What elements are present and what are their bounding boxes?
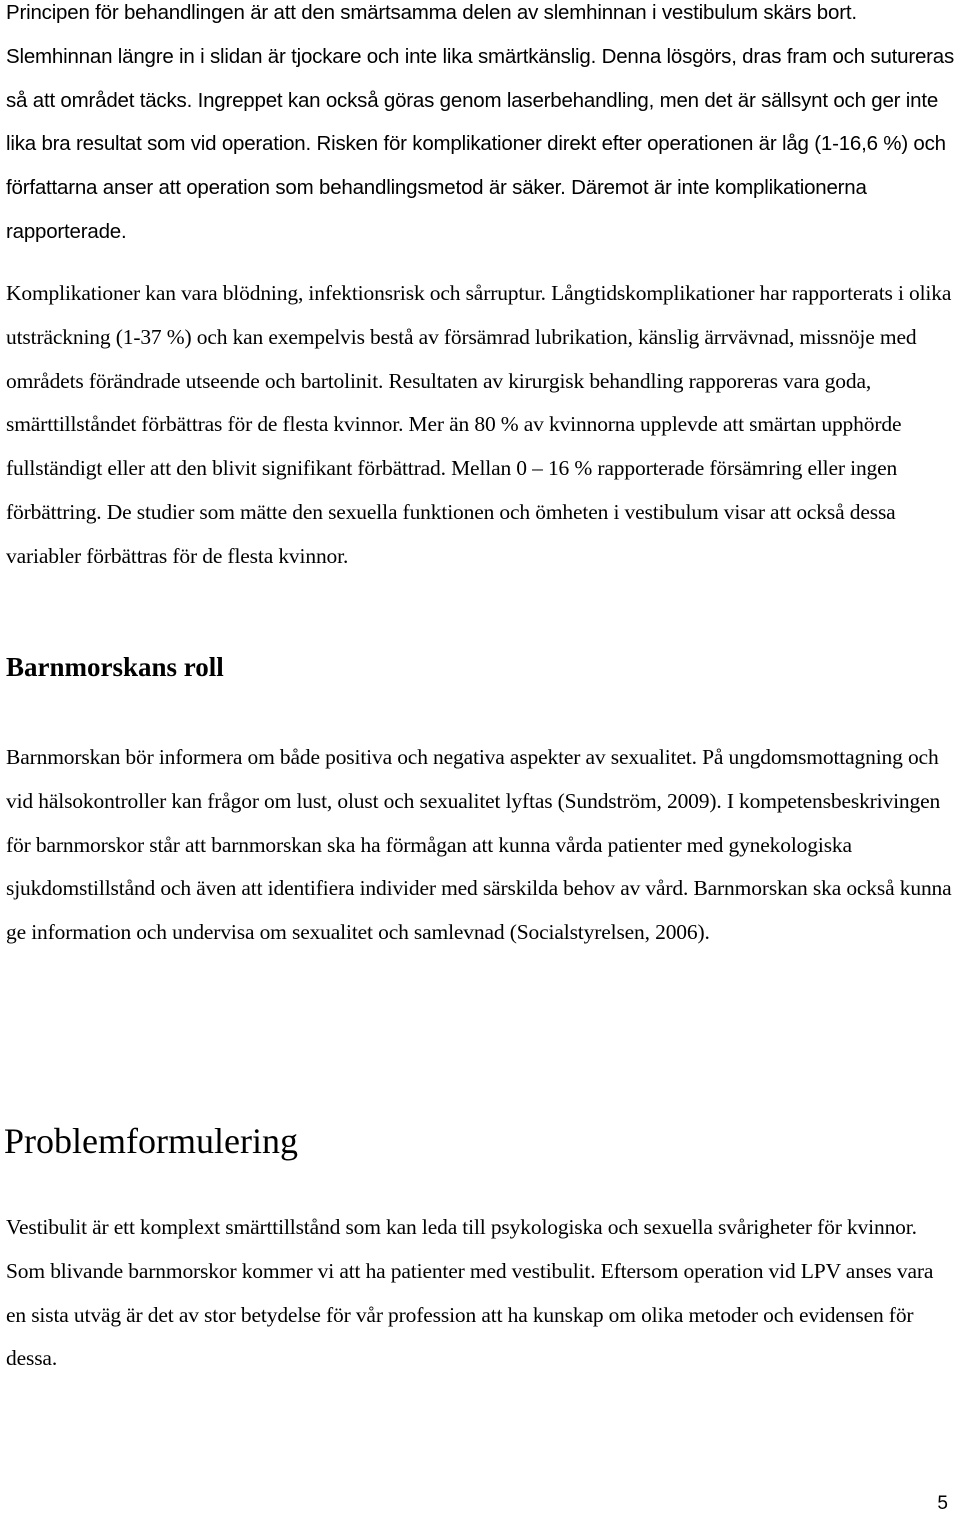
body-paragraph-barnmorskans-roll: Barnmorskan bör informera om både positiva och negativa aspekter av sexualitet. På ungdomsmottagning och vid hälsokontroller kan frågor om lust, olust och sexualitet lyftas (Sundström, 2009). I kompetensbeskrivingen för barnmorskor står att barnmorskan ska ha förmågan att kunna vårda patienter med gynekologiska sjukdomstillstånd och även att identifiera individer med särskilda behov av vård. Barnmorskan ska också kunna ge information och undervisa om sexualitet och samlevnad (Socialstyrelsen, 2006). — [6, 745, 952, 945]
body-paragraph-treatment-principle: Principen för behandlingen är att den smärtsamma delen av slemhinnan i vestibulum skärs bort. Slemhinnan längre in i slidan är tjockare och inte lika smärtkänslig. Denna lösgörs, dras fram och sutureras så att området täcks. Ingreppet kan också göras genom laserbehandling, men det är sällsynt och ger inte lika bra resultat som vid operation. Risken för komplikationer direkt efter operationen är låg (1-16,6 %) och författarna anser att operation som behandlingsmetod är säker. Däremot är inte komplikationerna rapporterade. — [6, 1, 955, 243]
page-number: 5 — [937, 1493, 948, 1514]
section-heading-barnmorskans-roll: Barnmorskans roll — [6, 652, 224, 682]
section-heading-problemformulering: Problemformulering — [4, 1121, 298, 1161]
body-paragraph-complications: Komplikationer kan vara blödning, infektionsrisk och sårruptur. Långtidskomplikationer har rapporterats i olika utsträckning (1-37 %) och kan exempelvis bestå av försämrad lubrikation, känslig ärrvävnad, missnöje med områdets förändrade utseende och bartolinit. Resultaten av kirurgisk behandling rapporeras vara goda, smärttillståndet förbättras för de flesta kvinnor. Mer än 80 % av kvinnorna upplevde att smärtan upphörde fullständigt eller att den blivit signifikant förbättrad. Mellan 0 – 16 % rapporterade försämring eller ingen förbättring. De studier som mätte den sexuella funktionen och ömheten i vestibulum visar att också dessa variabler förbättras för de flesta kvinnor. — [6, 281, 952, 568]
body-paragraph-problemformulering: Vestibulit är ett komplext smärttillstånd som kan leda till psykologiska och sexuella svårigheter för kvinnor. Som blivande barnmorskor kommer vi att ha patienter med vestibulit. Eftersom operation vid LPV anses vara en sista utväg är det av stor betydelse för vår profession att ha kunskap om olika metoder och evidensen för dessa. — [6, 1215, 934, 1371]
